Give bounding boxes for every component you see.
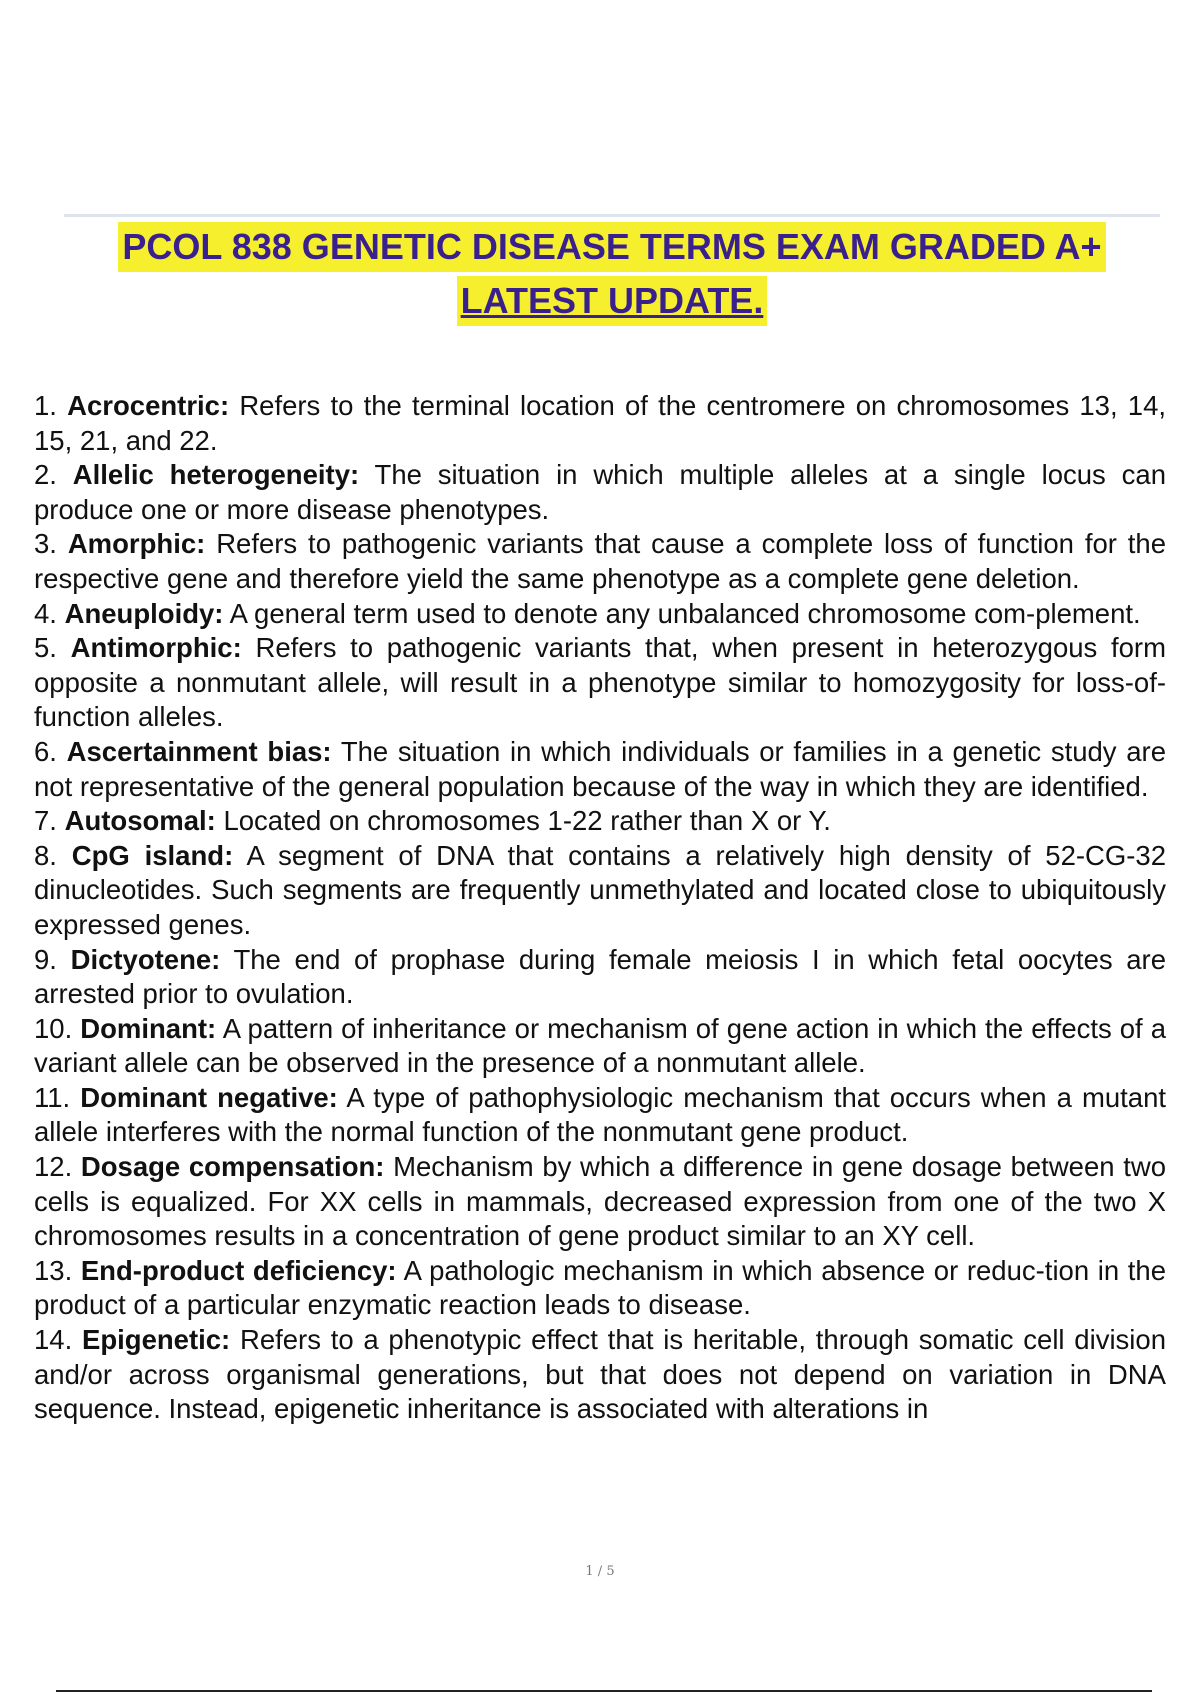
term-definition: Refers to a phenotypic effect that is heritable, through somatic cell division and/or across organismal generations, but that does not depend on variation in DNA sequence. Instead, epigenetic inheritance is associated with alterations in bbox=[34, 1324, 1166, 1425]
term-definition: A general term used to denote any unbalanced chromosome com-plement. bbox=[229, 597, 1141, 629]
list-item bbox=[34, 943, 1166, 1012]
term-number: 13. bbox=[34, 1254, 73, 1286]
list-item bbox=[34, 458, 1166, 527]
term-number: 12. bbox=[34, 1151, 73, 1183]
title-line-1: PCOL 838 GENETIC DISEASE TERMS EXAM GRADED A+ bbox=[118, 222, 1105, 272]
list-item bbox=[34, 1081, 1166, 1150]
term-number: 1. bbox=[34, 390, 57, 421]
term-name: CpG island: bbox=[71, 839, 234, 871]
term-definition: Refers to the terminal location of the centromere on chromosomes 13, 14, 15, 21, and 22. bbox=[34, 390, 1167, 456]
term-definition: Refers to pathogenic variants that, when present in heterozygous form opposite a nonmutant allele, will result in a phenotype similar to homozygosity for loss-of-function alleles. bbox=[34, 632, 1166, 733]
term-name: Amorphic: bbox=[67, 528, 206, 560]
list-item bbox=[34, 631, 1166, 735]
term-definition: A type of pathophysiologic mechanism that occurs when a mutant allele interferes with the normal function of the nonmutant gene product. bbox=[34, 1081, 1167, 1148]
terms-list bbox=[34, 389, 1166, 1427]
term-number: 6. bbox=[34, 735, 57, 767]
list-item bbox=[34, 1150, 1166, 1254]
term-name: Autosomal: bbox=[64, 805, 216, 837]
term-number: 11. bbox=[34, 1081, 71, 1113]
term-number: 3. bbox=[34, 528, 57, 560]
term-number: 7. bbox=[34, 805, 57, 837]
list-item bbox=[34, 1012, 1166, 1081]
list-item bbox=[34, 1254, 1166, 1323]
term-number: 9. bbox=[34, 943, 57, 975]
term-name: Dominant negative: bbox=[80, 1081, 338, 1113]
term-name: Acrocentric: bbox=[67, 390, 230, 421]
top-divider bbox=[64, 214, 1160, 217]
term-name: Dictyotene: bbox=[70, 943, 221, 975]
term-number: 5. bbox=[34, 632, 57, 664]
term-name: Dosage compensation: bbox=[80, 1151, 385, 1183]
term-definition: A segment of DNA that contains a relatively high density of 52-CG-32 dinucleotides. Such segments are frequently unmethylated and located close to ubiquitously expressed genes. bbox=[34, 839, 1167, 940]
list-item bbox=[34, 839, 1166, 943]
term-number: 4. bbox=[34, 597, 57, 629]
term-name: Dominant: bbox=[80, 1012, 217, 1044]
term-name: Antimorphic: bbox=[70, 632, 242, 664]
term-name: Epigenetic: bbox=[81, 1324, 231, 1356]
page-number: 1 / 5 bbox=[585, 1564, 615, 1579]
term-name: Aneuploidy: bbox=[64, 597, 224, 629]
term-name: Allelic heterogeneity: bbox=[72, 459, 360, 491]
term-definition: Refers to pathogenic variants that cause a complete loss of function for the respective gene and therefore yield the same phenotype as a complete gene deletion. bbox=[34, 528, 1167, 594]
term-name: End-product deficiency: bbox=[80, 1254, 397, 1286]
list-item bbox=[34, 1323, 1166, 1427]
document-title bbox=[64, 222, 1160, 326]
list-item bbox=[34, 735, 1166, 804]
term-definition: The situation in which multiple alleles at a single locus can produce one or more disease phenotypes. bbox=[34, 459, 1166, 525]
title-line-2: LATEST UPDATE. bbox=[457, 276, 768, 326]
list-item bbox=[34, 597, 1166, 632]
term-definition: The situation in which individuals or families in a genetic study are not representative of the general population because of the way in which they are identified. bbox=[34, 735, 1167, 802]
list-item bbox=[34, 804, 1166, 839]
list-item bbox=[34, 527, 1166, 596]
term-number: 8. bbox=[34, 839, 57, 871]
term-name: Ascertainment bias: bbox=[66, 735, 332, 767]
term-number: 2. bbox=[34, 459, 57, 491]
term-number: 14. bbox=[34, 1324, 73, 1356]
term-number: 10. bbox=[34, 1012, 73, 1044]
term-definition: The end of prophase during female meiosis I in which fetal oocytes are arrested prior to ovulation. bbox=[34, 943, 1166, 1010]
term-definition: Located on chromosomes 1-22 rather than X or Y. bbox=[223, 805, 831, 837]
term-definition: Mechanism by which a difference in gene dosage between two cells is equalized. For XX cells in mammals, decreased expression from one of the two X chromosomes results in a concentration of gene product similar to an XY cell. bbox=[34, 1151, 1167, 1252]
term-definition: A pathologic mechanism in which absence or reduc-tion in the product of a particular enzymatic reaction leads to disease. bbox=[34, 1254, 1166, 1321]
list-item bbox=[34, 389, 1166, 458]
bottom-divider bbox=[56, 1690, 1152, 1692]
term-definition: A pattern of inheritance or mechanism of gene action in which the effects of a variant allele can be observed in the presence of a nonmutant allele. bbox=[34, 1012, 1167, 1079]
